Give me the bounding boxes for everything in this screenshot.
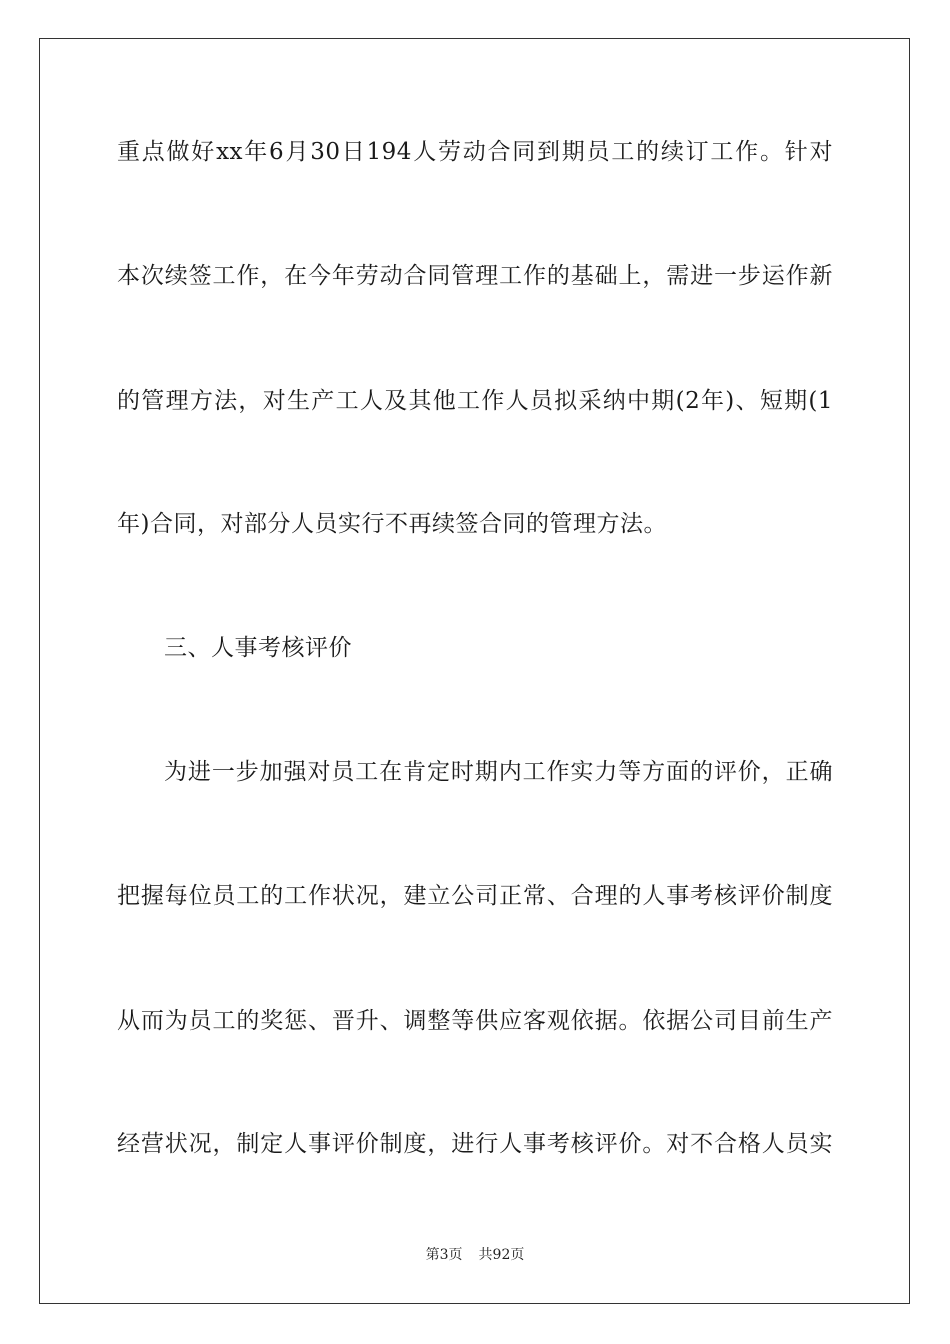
section-heading: 三、人事考核评价 — [164, 635, 352, 661]
body-text-line: 年)合同，对部分人员实行不再续签合同的管理方法。 — [117, 511, 667, 537]
body-text-line: 从而为员工的奖惩、晋升、调整等供应客观依据。依据公司目前生产 — [117, 1008, 833, 1034]
body-text-line: 为进一步加强对员工在肯定时期内工作实力等方面的评价，正确 — [164, 759, 833, 785]
body-text-line: 的管理方法，对生产工人及其他工作人员拟采纳中期(2年)、短期(1 — [117, 388, 833, 414]
page-footer — [0, 1246, 950, 1264]
body-text-line: 本次续签工作，在今年劳动合同管理工作的基础上，需进一步运作新 — [117, 263, 833, 289]
body-text-line: 重点做好xx年6月30日194人劳动合同到期员工的续订工作。针对 — [117, 139, 833, 165]
page-total: 共92页 — [478, 1247, 525, 1263]
body-text-line: 经营状况，制定人事评价制度，进行人事考核评价。对不合格人员实 — [117, 1131, 833, 1157]
page-number: 第3页 — [425, 1247, 463, 1263]
page-border — [39, 38, 910, 1304]
body-text-line: 把握每位员工的工作状况，建立公司正常、合理的人事考核评价制度 — [117, 883, 833, 909]
